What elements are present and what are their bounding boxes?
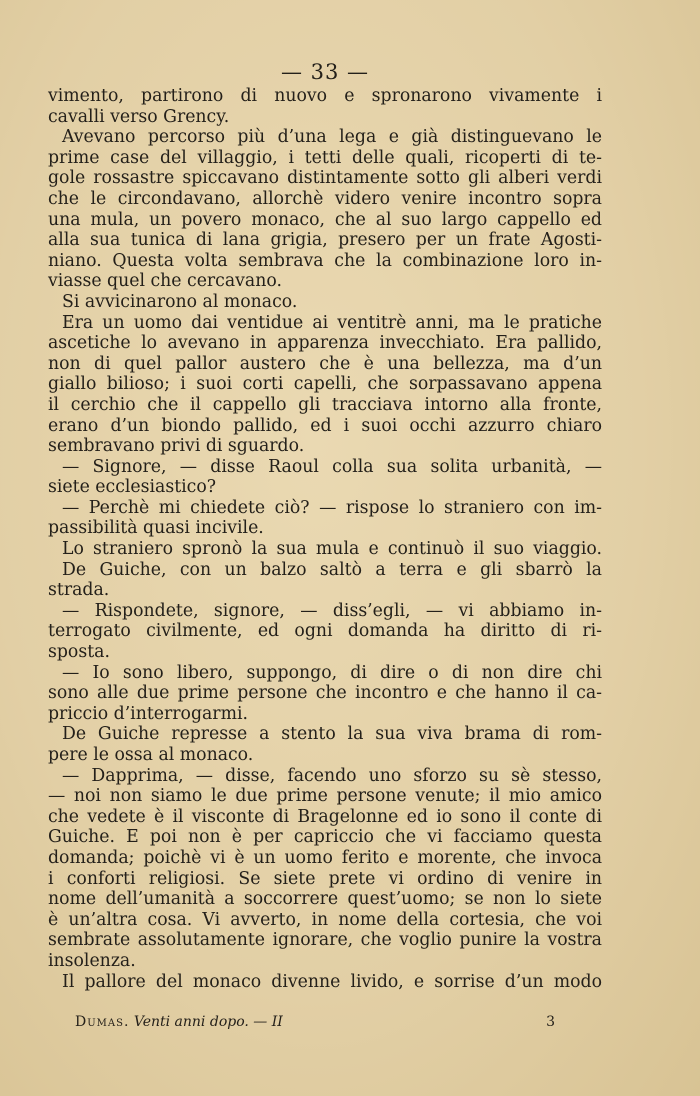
text-line: erano d’un biondo pallido, ed i suoi occhi azzurro chiaro — [48, 415, 602, 436]
text-line: che vedete è il visconte di Bragelonne ed io sono il conte di — [48, 806, 602, 827]
text-line: cavalli verso Grency. — [48, 106, 230, 127]
text-line: — Perchè mi chiedete ciò? — rispose lo straniero con im- — [62, 497, 602, 518]
footer-signature-mark: 3 — [546, 1014, 555, 1030]
text-line: non di quel pallor austero che è una bellezza, ma d’un — [48, 353, 602, 374]
text-line: vimento, partirono di nuovo e spronarono vivamente i — [48, 86, 602, 106]
text-line: ascetiche lo avevano in apparenza invecchiato. Era pallido, — [48, 333, 602, 354]
text-line: insolenza. — [48, 950, 136, 971]
text-line: gole rossastre spiccavano distintamente sotto gli alberi verdi — [48, 168, 602, 189]
text-line: sposta. — [48, 642, 110, 663]
text-line: che le circondavano, allorchè videro venire incontro sopra — [48, 188, 602, 209]
page-number: — 33 — — [280, 60, 370, 84]
text-line: strada. — [48, 580, 110, 601]
text-line: — Dapprima, — disse, facendo uno sforzo su sè stesso, — [62, 765, 602, 786]
text-line: — Rispondete, signore, — diss’egli, — vi abbiamo in- — [62, 600, 602, 621]
text-line: Avevano percorso più d’una lega e già distinguevano le — [62, 127, 602, 148]
footer-book-title: Venti anni dopo. — II — [133, 1014, 283, 1030]
text-line: terrogato civilmente, ed ogni domanda ha diritto di ri- — [48, 621, 602, 642]
text-line: sembravano privi di sguardo. — [48, 436, 305, 457]
page-footer — [75, 1014, 555, 1030]
text-line: De Guiche, con un balzo saltò a terra e gli sbarrò la — [62, 559, 602, 580]
text-line: sembrate assolutamente ignorare, che voglio punire la vostra — [48, 930, 602, 951]
text-line: una mula, un povero monaco, che al suo largo cappello ed — [48, 209, 602, 230]
text-line: domanda; poichè vi è un uomo ferito e morente, che invoca — [48, 847, 602, 868]
text-line: alla sua tunica di lana grigia, presero per un frate Agosti- — [48, 230, 602, 251]
text-line: De Guiche represse a stento la sua viva brama di rom- — [62, 724, 602, 745]
text-line: priccio d’interrogarmi. — [48, 703, 248, 724]
footer-author: Dumas. — [75, 1014, 130, 1030]
text-line: pere le ossa al monaco. — [48, 745, 254, 765]
text-line: — Io sono libero, suppongo, di dire o di non dire chi — [62, 662, 602, 683]
text-line: Era un uomo dai ventidue ai ventitrè anni, ma le pratiche — [62, 312, 602, 333]
text-line: — noi non siamo le due prime persone venute; il mio amico — [48, 786, 602, 807]
text-line: — Signore, — disse Raoul colla sua solita urbanità, — — [62, 456, 602, 477]
text-line: niano. Questa volta sembrava che la combinazione loro in- — [48, 250, 602, 271]
text-line: sono alle due prime persone che incontro e che hanno il ca- — [48, 683, 602, 704]
text-line: viasse quel che cercavano. — [48, 271, 282, 292]
footer-running-title — [75, 1014, 283, 1030]
text-body — [48, 86, 602, 992]
text-line: Il pallore del monaco divenne livido, e sorrise d’un modo — [62, 971, 602, 992]
text-line: è un’altra cosa. Vi avverto, in nome della cortesia, che voi — [48, 909, 602, 930]
text-line: nome dell’umanità a soccorrere quest’uomo; se non lo siete — [48, 889, 602, 910]
text-line: prime case del villaggio, i tetti delle quali, ricoperti di te- — [48, 147, 602, 168]
text-line: Lo straniero spronò la sua mula e continuò il suo viaggio. — [62, 539, 602, 560]
text-line: giallo bilioso; i suoi corti capelli, che sorpassavano appena — [48, 374, 602, 395]
text-line: il cerchio che il cappello gli tracciava intorno alla fronte, — [48, 394, 602, 415]
text-line: siete ecclesiastico? — [48, 477, 217, 498]
text-line: Si avvicinarono al monaco. — [62, 291, 298, 312]
text-line: passibilità quasi incivile. — [48, 518, 264, 539]
text-line: i conforti religiosi. Se siete prete vi ordino di venire in — [48, 868, 602, 889]
text-line: Guiche. E poi non è per capriccio che vi facciamo questa — [48, 827, 602, 848]
